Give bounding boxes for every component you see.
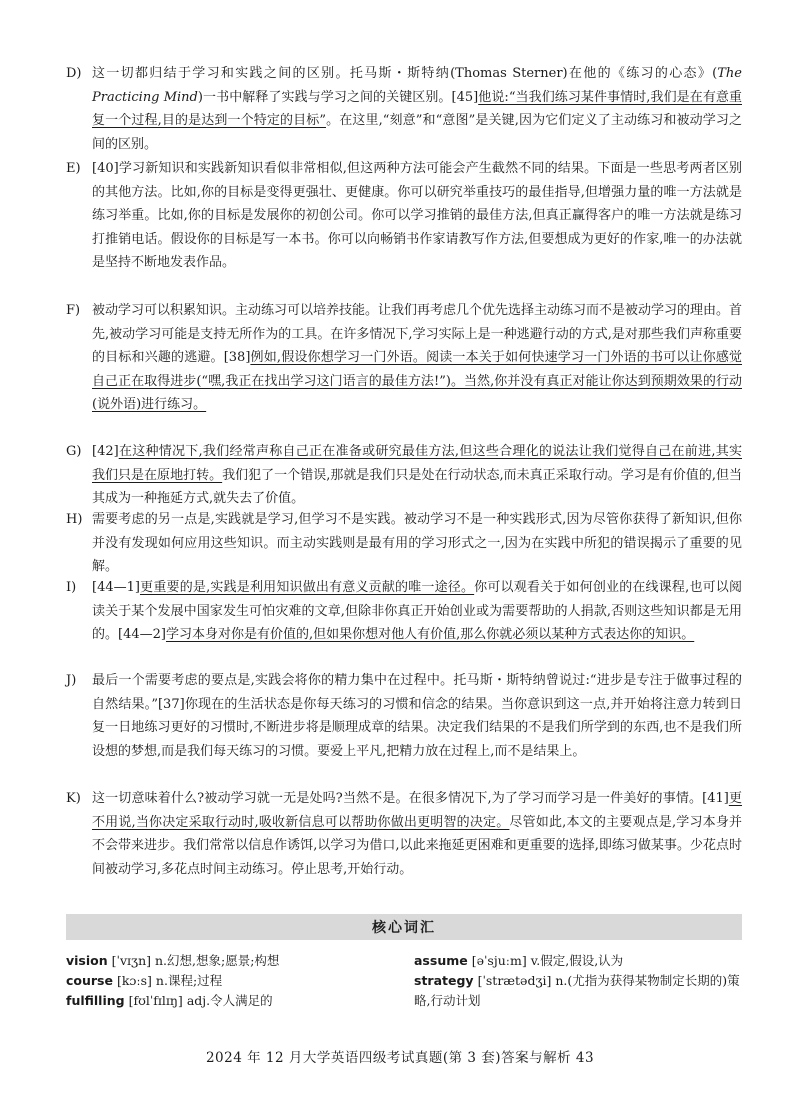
paragraph-i bbox=[66, 576, 742, 647]
underlined-answer-text: 学习本身对你是有价值的,但如果你想对他人有价值,那么你就必须以某种方式表达你的知识。 bbox=[165, 627, 695, 643]
vocab-entry bbox=[66, 971, 396, 991]
vocab-phonetic: [ˈvɪʒn] bbox=[111, 953, 151, 968]
vocab-definition: adj.令人满足的 bbox=[186, 993, 273, 1008]
vocab-word: course bbox=[66, 973, 113, 988]
paragraph-text: [40]学习新知识和实践新知识看似非常相似,但这两种方法可能会产生截然不同的结果。下面是一些思考两者区别的其他方法。比如,你的目标是变得更强壮、更健康。你可以研究举重技巧的最佳指导,但增强力量的唯一方法就是练习举重。比如,你的目标是发展你的初创公司。你可以学习推销的最佳方法,但真正赢得客户的唯一方法就是练习打推销电话。假设你的目标是写一本书。你可以向畅销书作家请教写作方法,但要想成为更好的作家,唯一的办法就是坚持不断地发表作品。 bbox=[92, 161, 742, 271]
page-footer bbox=[0, 1046, 800, 1066]
paragraph-label: K) bbox=[66, 791, 81, 806]
vocab-word: vision bbox=[66, 953, 108, 968]
paragraph-label: H) bbox=[66, 512, 83, 527]
paragraph-e bbox=[66, 157, 742, 275]
vocab-column-left bbox=[66, 951, 396, 1011]
paragraph-text: 这一切都归结于学习和实践之间的区别。托马斯・斯特纳(Thomas Sterner)在他的《练习的心态》( bbox=[92, 66, 718, 81]
vocab-word: fulfilling bbox=[66, 993, 125, 1008]
paragraph-j bbox=[66, 669, 742, 763]
paragraph-label: I) bbox=[66, 580, 77, 595]
paragraph-text: 尽管如此,本文的主要观点是,学习本身并不会带来进步。我们常常以信息作诱饵,以学习为借口,以此来拖延更困难和更重要的选择,即练习做某事。少花点时间被动学习,多花点时间主动练习。停止思考,开始行动。 bbox=[92, 814, 743, 877]
paragraph-label: E) bbox=[66, 161, 81, 176]
vocab-definition: v.假定,假设,认为 bbox=[530, 953, 624, 968]
vocab-word: strategy bbox=[414, 973, 474, 988]
vocab-definition: n.(尤指为获得某物制定长期的)策略,行动计划 bbox=[414, 973, 740, 1008]
paragraph-label: G) bbox=[66, 444, 82, 459]
vocab-phonetic: [əˈsjuːm] bbox=[471, 953, 527, 968]
paragraph-label: F) bbox=[66, 303, 81, 318]
paragraph-d bbox=[66, 62, 742, 156]
vocab-phonetic: [kɔːs] bbox=[116, 973, 152, 988]
underlined-answer-text: 例如,假设你想学习一门外语。阅读一本关于如何快速学习一门外语的书可以让你感觉自己正在取得进步(“嘿,我正在找出学习这门语言的最佳方法!”)。当然,你并没有真正对能让你达到预期效果的行动(说外语)进行练习。 bbox=[92, 350, 742, 413]
paragraph-k bbox=[66, 787, 742, 881]
paragraph-text: 被动学习可以积累知识。主动练习可以培养技能。让我们再考虑几个优先选择主动练习而不是被动学习的理由。首先,被动学习可能是支持无所作为的工具。在许多情况下,学习实际上是一种逃避行动的方式,是对那些我们声称重要的目标和兴趣的逃避。[38] bbox=[92, 303, 743, 366]
paragraph-text: 我们犯了一个错误,那就是我们只是处在行动状态,而未真正采取行动。学习是有价值的,但当其成为一种拖延方式,就失去了价值。 bbox=[92, 467, 742, 507]
underlined-answer-text: 更不用说,当你决定采取行动时,吸收新信息可以帮助你做出更明智的决定。 bbox=[92, 791, 742, 830]
vocab-column-right bbox=[414, 951, 742, 1011]
section-header-core-vocabulary bbox=[66, 914, 742, 940]
vocab-definition: n.课程;过程 bbox=[155, 973, 223, 988]
vocab-phonetic: [ˈstrætədʒi] bbox=[477, 973, 552, 988]
book-title: The Practicing Mind bbox=[92, 66, 742, 105]
underlined-answer-text: 更重要的是,实践是利用知识做出有意义贡献的唯一途径。 bbox=[139, 580, 475, 595]
paragraph-h bbox=[66, 508, 742, 579]
underlined-answer-text: 他说:“当我们练习某件事情时,我们是在有意重复一个过程,目的是达到一个特定的目标” bbox=[92, 89, 742, 129]
paragraph-text: [44—1] bbox=[92, 580, 140, 595]
vocab-definition: n.幻想,想象;愿景;构想 bbox=[154, 953, 280, 968]
footer-text: 2024 年 12 月大学英语四级考试真题(第 3 套)答案与解析 43 bbox=[205, 1050, 595, 1066]
paragraph-text: 最后一个需要考虑的要点是,实践会将你的精力集中在过程中。托马斯・斯特纳曾说过:“进步是专注于做事过程的自然结果。”[37]你现在的生活状态是你每天练习的习惯和信念的结果。当你意识到这一点,并开始将注意力转到日复一日地练习更好的习惯时,不断进步将是顺理成章的结果。决定我们结果的不是我们所学到的东西,也不是我们所设想的梦想,而是我们每天练习的习惯。要爱上平凡,把精力放在过程上,而不是结果上。 bbox=[92, 673, 742, 759]
vocab-word: assume bbox=[414, 953, 468, 968]
paragraph-text: 。在这里,“刻意”和“意图”是关键,因为它们定义了主动练习和被动学习之间的区别。 bbox=[92, 113, 742, 152]
paragraph-f bbox=[66, 299, 742, 417]
vocab-entry bbox=[66, 991, 396, 1011]
paragraph-text: 这一切意味着什么?被动学习就一无是处吗?当然不是。在很多情况下,为了学习而学习是一件美好的事情。[41] bbox=[92, 791, 729, 806]
paragraph-text: )一书中解释了实践与学习之间的关键区别。[45] bbox=[197, 89, 479, 105]
vocab-entry bbox=[66, 951, 396, 971]
vocab-entry bbox=[414, 951, 742, 971]
paragraph-text: [42] bbox=[92, 444, 119, 459]
vocab-entry bbox=[414, 971, 742, 1011]
paragraph-text: 需要考虑的另一点是,实践就是学习,但学习不是实践。被动学习不是一种实践形式,因为尽管你获得了新知识,但你并没有发现如何应用这些知识。而主动实践则是最有用的学习形式之一,因为在实践中所犯的错误揭示了重要的见解。 bbox=[92, 512, 742, 575]
paragraph-text: 你可以观看关于如何创业的在线课程,也可以阅读关于某个发展中国家发生可怕灾难的文章,但除非你真正开始创业或为需要帮助的人捐款,否则这些知识都是无用的。[44—2] bbox=[92, 580, 742, 643]
vocab-phonetic: [fʊlˈfɪlɪŋ] bbox=[128, 993, 183, 1008]
paragraph-g bbox=[66, 440, 742, 511]
section-title: 核心词汇 bbox=[372, 920, 436, 936]
paragraph-label: D) bbox=[66, 66, 82, 81]
underlined-answer-text: 在这种情况下,我们经常声称自己正在准备或研究最佳方法,但这些合理化的说法让我们觉得自己在前进,其实我们只是在原地打转。 bbox=[92, 444, 742, 483]
paragraph-label: J) bbox=[66, 673, 77, 688]
